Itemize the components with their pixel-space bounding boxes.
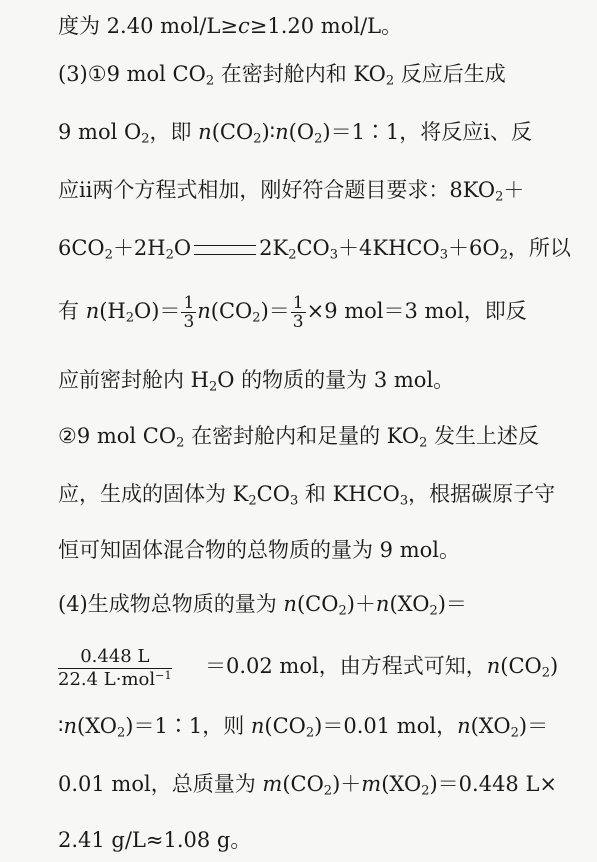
fraction-one-third: $\frac{1}{3}$ (183, 293, 195, 332)
text-line-10: 恒可知固体混合物的总物质的量为 9 mol。 (58, 538, 460, 562)
fraction-one-third: $\frac{1}{3}$ (292, 293, 304, 332)
text-line-8: ②9 mol $CO_2$ 在密封舱内和足量的 $KO_2$ 发生上述反 (58, 424, 540, 451)
text-line-15: 2.41 g/L≈1.08 g。 (58, 828, 252, 852)
text-line-3: 9 mol $O_2$，即 $n(CO_2)∶n(O_2)=1∶1$，将反应ⅰ、反 (58, 120, 533, 147)
equation-sign (194, 245, 256, 255)
text-line-12: ＝0.02 mol，由方程式可知，$n(CO_2)$ (205, 654, 559, 681)
text-line-7: 应前密封舱内 $H_2O$ 的物质的量为 3 mol。 (58, 368, 455, 395)
text-line-9: 应，生成的固体为 $K_2CO_3$ 和 $KHCO_3$，根据碳原子守 (58, 482, 556, 509)
text-line-13: $∶n(XO_2)=1∶1$，则 $n(CO_2)=0.01$ mol，$n(XO_2)=$ (58, 714, 549, 741)
text-line-2: (3)①9 mol $CO_2$ 在密封舱内和 $KO_2$ 反应后生成 (58, 62, 506, 89)
text-line-4: 应ⅱ两个方程式相加，刚好符合题目要求：$8KO_2+$ (58, 178, 525, 205)
chemical-equation-line: $6CO_2+2H_2O$ $2K_2CO_3+4KHCO_3+6O_2$，所以 (58, 236, 571, 263)
text-line-14: 0.01 mol，总质量为 $m(CO_2)+m(XO_2)=0.448$ L× (58, 772, 558, 799)
text-line-6: 有 $n(H_2O)=$ $\frac{1}{3}$ $n(CO_2)=$ $\frac{1}{3}$ ×9 mol＝3 mol，即反 (58, 293, 527, 332)
text-line-11: (4)生成物总物质的量为 $n(CO_2)+n(XO_2)=$ (58, 592, 467, 619)
fraction-gas-volume: 0.448 L 22.4 L·mol$^{-1}$ (58, 646, 172, 690)
text-line-1: 度为 2.40 mol/L≥c≥1.20 mol/L。 (58, 14, 403, 38)
